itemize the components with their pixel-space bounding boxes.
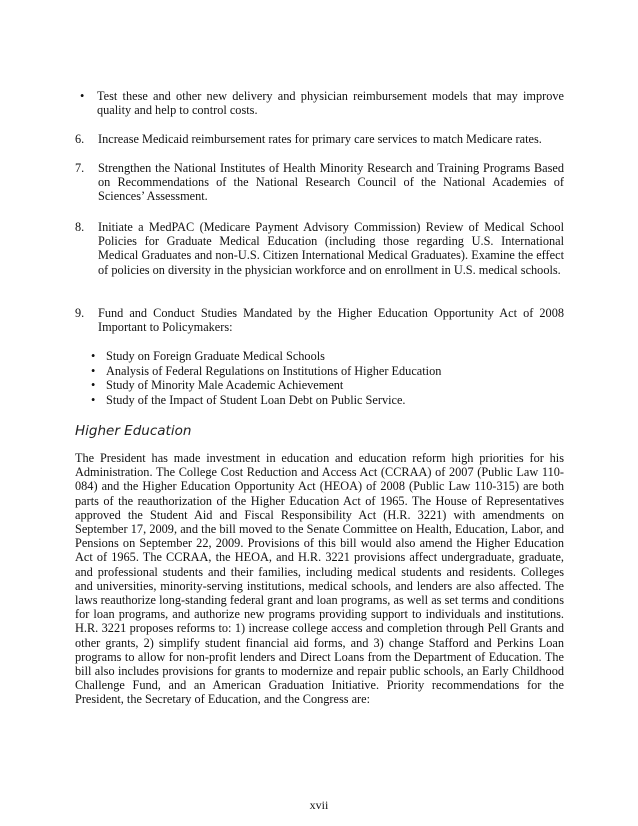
bullet-text: Test these and other new delivery and physician reimbursement models that may improve quality and help to control costs. (97, 89, 564, 118)
list-item (91, 364, 561, 379)
bullet-marker: • (91, 392, 96, 407)
bullet-marker: • (80, 89, 85, 103)
bullet-marker: • (91, 363, 96, 378)
body-paragraph: The President has made investment in education and education reform high priorities for his Administration. The College Cost Reduction and Access Act (CCRAA) of 2007 (Public Law 110-084) and the Higher Education Opportunity Act (HEOA) of 2008 (Public Law 110-315) are both parts of the reauthorization of the Higher Education Act of 1965. The House of Representatives approved the Student Aid and Fiscal Responsibility Act (H.R. 3221) with amendments on September 17, 2009, and the bill moved to the Senate Committee on Health, Education, Labor, and Pensions on September 22, 2009. Provisions of this bill would also amend the Higher Education Act of 1965. The CCRAA, the HEOA, and H.R. 3221 provisions affect undergraduate, graduate, and professional students and their families, including medical students and residents. Colleges and universities, minority-serving institutions, medical schools, and lenders are also affected. The laws reauthorize long-standing federal grant and loan programs, as well as set terms and conditions for loan programs, and authorize new programs providing support to individuals and institutions. H.R. 3221 proposes reforms to: 1) increase college access and completion through Pell Grants and other grants, 2) simplify student financial aid forms, and 3) change Stafford and Perkins Loan programs to allow for non-profit lenders and Direct Loans from the Department of Education. The bill also includes provisions for grants to modernize and repair public schools, an Early Childhood Challenge Fund, and an American Graduation Initiative. Priority recommendations for the President, the Secretary of Education, and the Congress are: (75, 451, 564, 707)
list-item-text: Analysis of Federal Regulations on Institutions of Higher Education (106, 363, 442, 378)
item-text: Initiate a MedPAC (Medicare Payment Advisory Commission) Review of Medical School Policies for Graduate Medical Education (including those regarding U.S. International Medical Graduates and non-U.S. Citizen International Medical Graduates). Examine the effect of policies on diversity in the physician workforce and on enrollment in U.S. medical schools. (98, 220, 564, 277)
item-number: 6. (75, 132, 85, 146)
numbered-item-8 (75, 220, 564, 277)
numbered-item-9 (75, 306, 564, 334)
bullet-marker: • (91, 378, 96, 393)
list-item (91, 393, 561, 408)
item-text: Increase Medicaid reimbursement rates for primary care services to match Medicare rates. (98, 132, 542, 146)
bullet-item-reimbursement-models (80, 89, 564, 117)
list-item-text: Study of Minority Male Academic Achievement (106, 378, 344, 393)
list-item (91, 378, 561, 393)
numbered-item-6 (75, 132, 564, 146)
item-text: Fund and Conduct Studies Mandated by the Higher Education Opportunity Act of 2008 Important to Policymakers: (98, 306, 564, 335)
list-item-text: Study of the Impact of Student Loan Debt on Public Service. (106, 392, 406, 407)
list-item (91, 349, 561, 364)
list-item-text: Study on Foreign Graduate Medical Schools (106, 349, 325, 363)
study-list (91, 349, 561, 407)
numbered-item-7 (75, 161, 564, 204)
item-number: 9. (75, 306, 85, 320)
page-number: xvii (309, 798, 329, 812)
section-heading: Higher Education (75, 423, 192, 439)
item-number: 7. (75, 161, 85, 175)
bullet-marker: • (91, 349, 96, 363)
item-number: 8. (75, 220, 85, 234)
item-text: Strengthen the National Institutes of Health Minority Research and Training Programs Based on Recommendations of the National Research Council of the National Academies of Sciences’ Assessment. (98, 161, 564, 204)
